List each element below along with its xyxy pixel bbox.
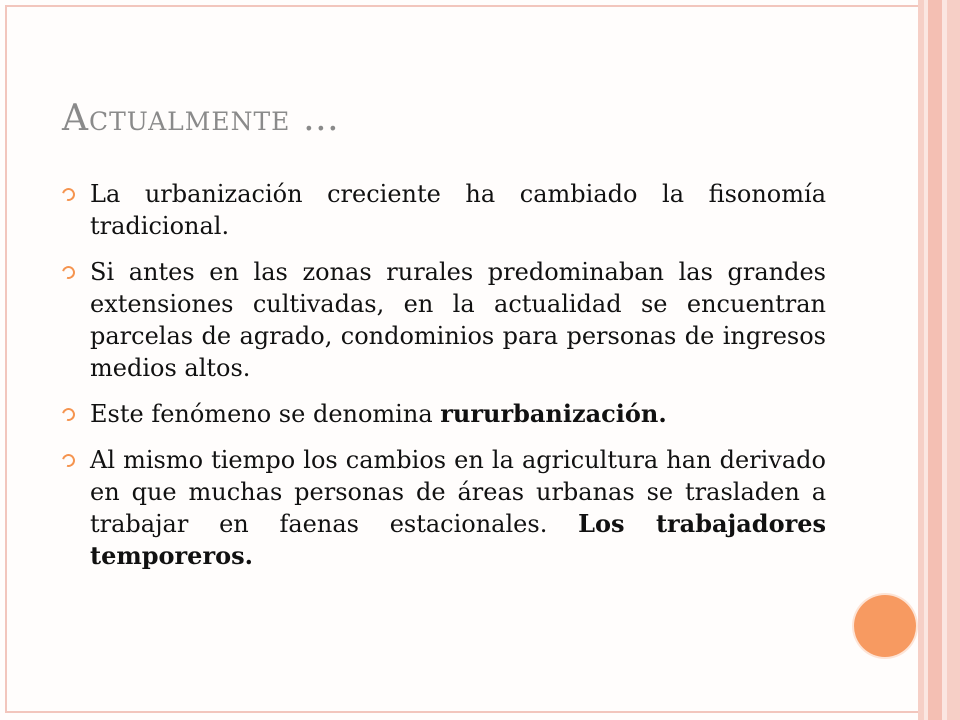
bullet-list [62, 178, 826, 586]
bullet-bold-term: rururbanización. [440, 399, 667, 428]
bullet-item [62, 398, 826, 430]
bullet-item [62, 256, 826, 384]
bullet-ring-icon [60, 452, 78, 470]
bullet-ring-icon [60, 406, 78, 424]
decor-stripe [928, 0, 942, 720]
bullet-text: Al mismo tiempo los cambios en la agricultura han derivado en que muchas personas de áreas urbanas se trasladen a trabajar en faenas estacionales. [90, 446, 826, 538]
bullet-bold-term: Los trabajadores temporeros. [90, 509, 827, 570]
bullet-text: La urbanización creciente ha cambiado la fisonomía tradicional. [90, 180, 826, 240]
decor-circle [854, 595, 916, 657]
bullet-item [62, 178, 826, 242]
slide-title: Actualmente … [62, 98, 340, 139]
bullet-ring-icon [60, 264, 78, 282]
bullet-ring-icon [60, 186, 78, 204]
bullet-text: Si antes en las zonas rurales predominaban las grandes extensiones cultivadas, en la actualidad se encuentran parcelas de agrado, condominios para personas de ingresos medios altos. [90, 258, 826, 382]
bullet-text: Este fenómeno se denomina [90, 400, 441, 428]
bullet-item [62, 444, 826, 572]
decor-stripe [947, 0, 960, 720]
